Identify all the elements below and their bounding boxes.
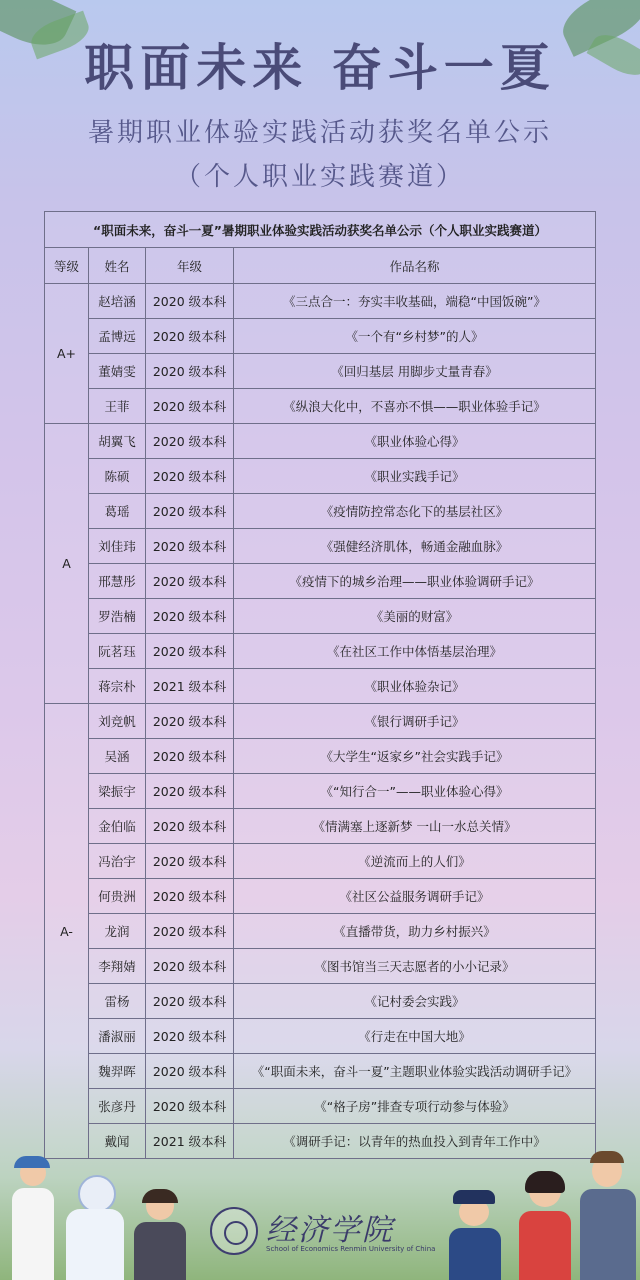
work-cell: 《三点合一：夯实丰收基础，端稳“中国饭碗”》	[234, 284, 596, 319]
table-caption: “职面未来，奋斗一夏”暑期职业体验实践活动获奖名单公示（个人职业实践赛道）	[45, 212, 596, 248]
table-row	[45, 459, 596, 494]
table-row	[45, 1019, 596, 1054]
work-cell: 《情满塞上逐新梦 一山一水总关情》	[234, 809, 596, 844]
grade-cell: 2020 级本科	[146, 739, 234, 774]
name-cell: 刘竞帆	[89, 704, 146, 739]
work-cell: 《强健经济肌体，畅通金融血脉》	[234, 529, 596, 564]
name-cell: 魏羿晖	[89, 1054, 146, 1089]
table-row	[45, 1054, 596, 1089]
name-cell: 邢慧彤	[89, 564, 146, 599]
name-cell: 吴涵	[89, 739, 146, 774]
table-row	[45, 949, 596, 984]
name-cell: 金伯临	[89, 809, 146, 844]
grade-cell: 2020 级本科	[146, 354, 234, 389]
name-cell: 何贵洲	[89, 879, 146, 914]
work-cell: 《职业体验杂记》	[234, 669, 596, 704]
name-cell: 梁振宇	[89, 774, 146, 809]
medical-worker-illustration	[60, 1175, 130, 1280]
grade-cell: 2020 级本科	[146, 949, 234, 984]
name-cell: 潘淑丽	[89, 1019, 146, 1054]
work-cell: 《图书馆当三天志愿者的小小记录》	[234, 949, 596, 984]
table-row	[45, 389, 596, 424]
name-cell: 龙润	[89, 914, 146, 949]
grade-cell: 2020 级本科	[146, 879, 234, 914]
grade-cell: 2020 级本科	[146, 494, 234, 529]
work-cell: 《纵浪大化中，不喜亦不惧——职业体验手记》	[234, 389, 596, 424]
table-row	[45, 1124, 596, 1159]
name-cell: 张彦丹	[89, 1089, 146, 1124]
grade-cell: 2020 级本科	[146, 774, 234, 809]
police-illustration	[445, 1190, 505, 1280]
work-cell: 《大学生“返家乡”社会实践手记》	[234, 739, 596, 774]
level-cell: A	[45, 424, 89, 704]
table-row	[45, 669, 596, 704]
work-cell: 《职业体验心得》	[234, 424, 596, 459]
name-cell: 阮茗珏	[89, 634, 146, 669]
table-row	[45, 879, 596, 914]
grade-cell: 2020 级本科	[146, 284, 234, 319]
work-cell: 《“格子房”排查专项行动参与体验》	[234, 1089, 596, 1124]
level-cell: A+	[45, 284, 89, 424]
name-cell: 罗浩楠	[89, 599, 146, 634]
name-cell: 胡翼飞	[89, 424, 146, 459]
student-figure-illustration	[8, 1160, 58, 1280]
column-header-grade: 年级	[146, 248, 234, 284]
table-header-row	[45, 248, 596, 284]
level-cell: A-	[45, 704, 89, 1159]
table-row	[45, 529, 596, 564]
grade-cell: 2020 级本科	[146, 599, 234, 634]
grade-cell: 2020 级本科	[146, 389, 234, 424]
grade-cell: 2020 级本科	[146, 424, 234, 459]
work-cell: 《一个有“乡村梦”的人》	[234, 319, 596, 354]
work-cell: 《逆流而上的人们》	[234, 844, 596, 879]
work-cell: 《美丽的财富》	[234, 599, 596, 634]
table-row	[45, 774, 596, 809]
grade-cell: 2020 级本科	[146, 704, 234, 739]
grade-cell: 2020 级本科	[146, 319, 234, 354]
table-row	[45, 809, 596, 844]
table-row	[45, 354, 596, 389]
office-worker-illustration	[578, 1155, 638, 1280]
table-row	[45, 1089, 596, 1124]
table-row	[45, 319, 596, 354]
name-cell: 赵培涵	[89, 284, 146, 319]
name-cell: 雷杨	[89, 984, 146, 1019]
name-cell: 陈硕	[89, 459, 146, 494]
name-cell: 刘佳玮	[89, 529, 146, 564]
work-cell: 《疫情下的城乡治理——职业体验调研手记》	[234, 564, 596, 599]
work-cell: 《“知行合一”——职业体验心得》	[234, 774, 596, 809]
grade-cell: 2020 级本科	[146, 1019, 234, 1054]
work-cell: 《回归基层 用脚步丈量青春》	[234, 354, 596, 389]
college-name: 经济学院	[266, 1213, 394, 1248]
grade-cell: 2020 级本科	[146, 1089, 234, 1124]
work-cell: 《疫情防控常态化下的基层社区》	[234, 494, 596, 529]
grade-cell: 2021 级本科	[146, 669, 234, 704]
work-cell: 《记村委会实践》	[234, 984, 596, 1019]
grade-cell: 2020 级本科	[146, 809, 234, 844]
name-cell: 冯治宇	[89, 844, 146, 879]
name-cell: 李翔婧	[89, 949, 146, 984]
grade-cell: 2020 级本科	[146, 984, 234, 1019]
work-cell: 《职业实践手记》	[234, 459, 596, 494]
name-cell: 蒋宗朴	[89, 669, 146, 704]
work-cell: 《银行调研手记》	[234, 704, 596, 739]
grade-cell: 2020 级本科	[146, 1054, 234, 1089]
table-row	[45, 494, 596, 529]
table-row	[45, 844, 596, 879]
work-cell: 《直播带货，助力乡村振兴》	[234, 914, 596, 949]
page-subtitle-track: （个人职业实践赛道）	[174, 162, 465, 192]
column-header-name: 姓名	[89, 248, 146, 284]
award-table	[44, 211, 596, 1159]
grade-cell: 2020 级本科	[146, 529, 234, 564]
table-row	[45, 599, 596, 634]
column-header-work: 作品名称	[234, 248, 596, 284]
table-row	[45, 914, 596, 949]
grade-cell: 2020 级本科	[146, 914, 234, 949]
name-cell: 董婧雯	[89, 354, 146, 389]
table-row	[45, 424, 596, 459]
table-row	[45, 284, 596, 319]
name-cell: 孟博远	[89, 319, 146, 354]
grade-cell: 2020 级本科	[146, 634, 234, 669]
page-title: 职面未来 奋斗一夏	[84, 38, 556, 97]
column-header-level: 等级	[45, 248, 89, 284]
volunteer-illustration	[515, 1175, 575, 1280]
name-cell: 王菲	[89, 389, 146, 424]
table-row	[45, 984, 596, 1019]
table-row	[45, 704, 596, 739]
college-logo	[210, 1205, 440, 1261]
grade-cell: 2020 级本科	[146, 564, 234, 599]
page-subtitle: 暑期职业体验实践活动获奖名单公示	[87, 118, 552, 148]
work-cell: 《行走在中国大地》	[234, 1019, 596, 1054]
grade-cell: 2020 级本科	[146, 844, 234, 879]
work-cell: 《“职面未来，奋斗一夏”主题职业体验实践活动调研手记》	[234, 1054, 596, 1089]
name-cell: 葛瑶	[89, 494, 146, 529]
work-cell: 《在社区工作中体悟基层治理》	[234, 634, 596, 669]
grade-cell: 2021 级本科	[146, 1124, 234, 1159]
college-english-name: School of Economics Renmin University of China	[266, 1245, 436, 1253]
table-row	[45, 564, 596, 599]
work-cell: 《调研手记：以青年的热血投入到青年工作中》	[234, 1124, 596, 1159]
grade-cell: 2020 级本科	[146, 459, 234, 494]
table-row	[45, 739, 596, 774]
teacher-illustration	[130, 1192, 190, 1280]
name-cell: 戴闻	[89, 1124, 146, 1159]
university-seal-icon	[210, 1207, 258, 1255]
work-cell: 《社区公益服务调研手记》	[234, 879, 596, 914]
table-row	[45, 634, 596, 669]
